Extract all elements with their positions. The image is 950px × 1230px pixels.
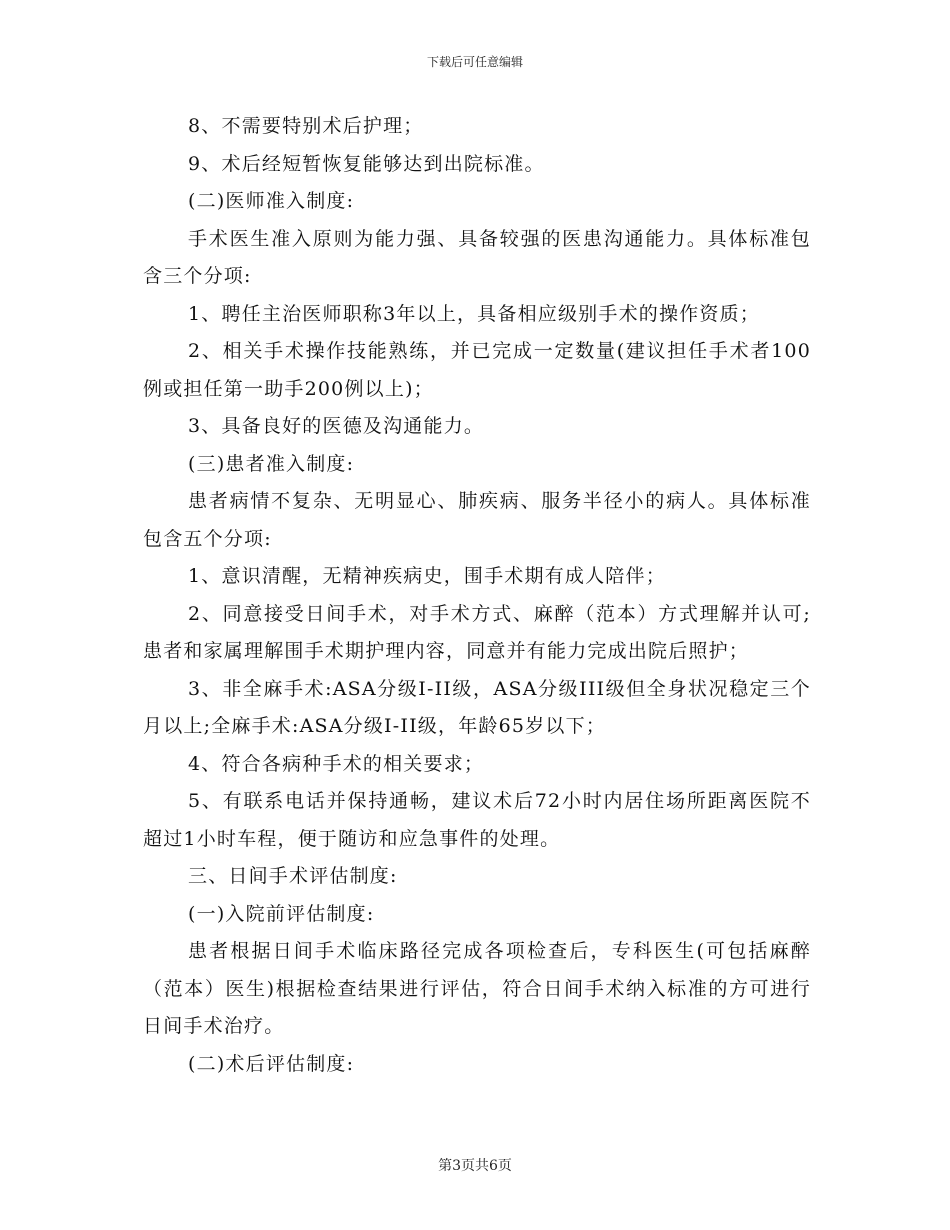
paragraph-physician-item-3: 3、具备良好的医德及沟通能力。 bbox=[188, 415, 485, 437]
paragraph-physician-item-1: 1、聘任主治医师职称3年以上，具备相应级别手术的操作资质； bbox=[188, 302, 760, 325]
paragraph-patient-principle: 患者病情不复杂、无明显心、肺疾病、服务半径小的病人。具体标准包含五个分项: bbox=[143, 490, 811, 550]
document-body bbox=[143, 108, 811, 1083]
paragraph-physician-principle: 手术医生准入原则为能力强、具备较强的医患沟通能力。具体标准包含三个分项: bbox=[143, 227, 811, 287]
paragraph-item-9: 9、术后经短暂恢复能够达到出院标准。 bbox=[188, 152, 545, 175]
paragraph-patient-item-1: 1、意识清醒，无精神疾病史，围手术期有成人陪伴； bbox=[188, 565, 666, 587]
page-number: 第3页共6页 bbox=[438, 1158, 512, 1174]
paragraph-item-8: 8、不需要特别术后护理； bbox=[188, 115, 424, 137]
paragraph-patient-item-2: 2、同意接受日间手术，对手术方式、麻醉（范本）方式理解并认可;患者和家属理解围手术期护理内容，同意并有能力完成出院后照护； bbox=[143, 602, 811, 662]
paragraph-patient-item-4: 4、符合各病种手术的相关要求； bbox=[188, 752, 485, 775]
section-heading-evaluation: 三、日间手术评估制度: bbox=[188, 865, 398, 887]
subsection-heading-postoperative: (二)术后评估制度: bbox=[188, 1052, 355, 1075]
paragraph-patient-item-3: 3、非全麻手术:ASA分级I-II级，ASA分级III级但全身状况稳定三个月以上;全麻手术:ASA分级I-II级，年龄65岁以下； bbox=[143, 677, 811, 737]
paragraph-patient-item-5: 5、有联系电话并保持通畅，建议术后72小时内居住场所距离医院不超过1小时车程，便于随访和应急事件的处理。 bbox=[143, 790, 811, 850]
page-header-note: 下载后可任意编辑 bbox=[426, 55, 523, 69]
subsection-heading-preadmission: (一)入院前评估制度: bbox=[188, 902, 375, 925]
section-heading-patient-access: (三)患者准入制度: bbox=[188, 452, 355, 475]
paragraph-preadmission: 患者根据日间手术临床路径完成各项检查后，专科医生(可包括麻醉（范本）医生)根据检查结果进行评估，符合日间手术纳入标准的方可进行日间手术治疗。 bbox=[143, 940, 811, 1037]
paragraph-physician-item-2: 2、相关手术操作技能熟练，并已完成一定数量(建议担任手术者100例或担任第一助手200例以上)； bbox=[143, 340, 811, 400]
section-heading-physician-access: (二)医师准入制度: bbox=[188, 190, 355, 212]
